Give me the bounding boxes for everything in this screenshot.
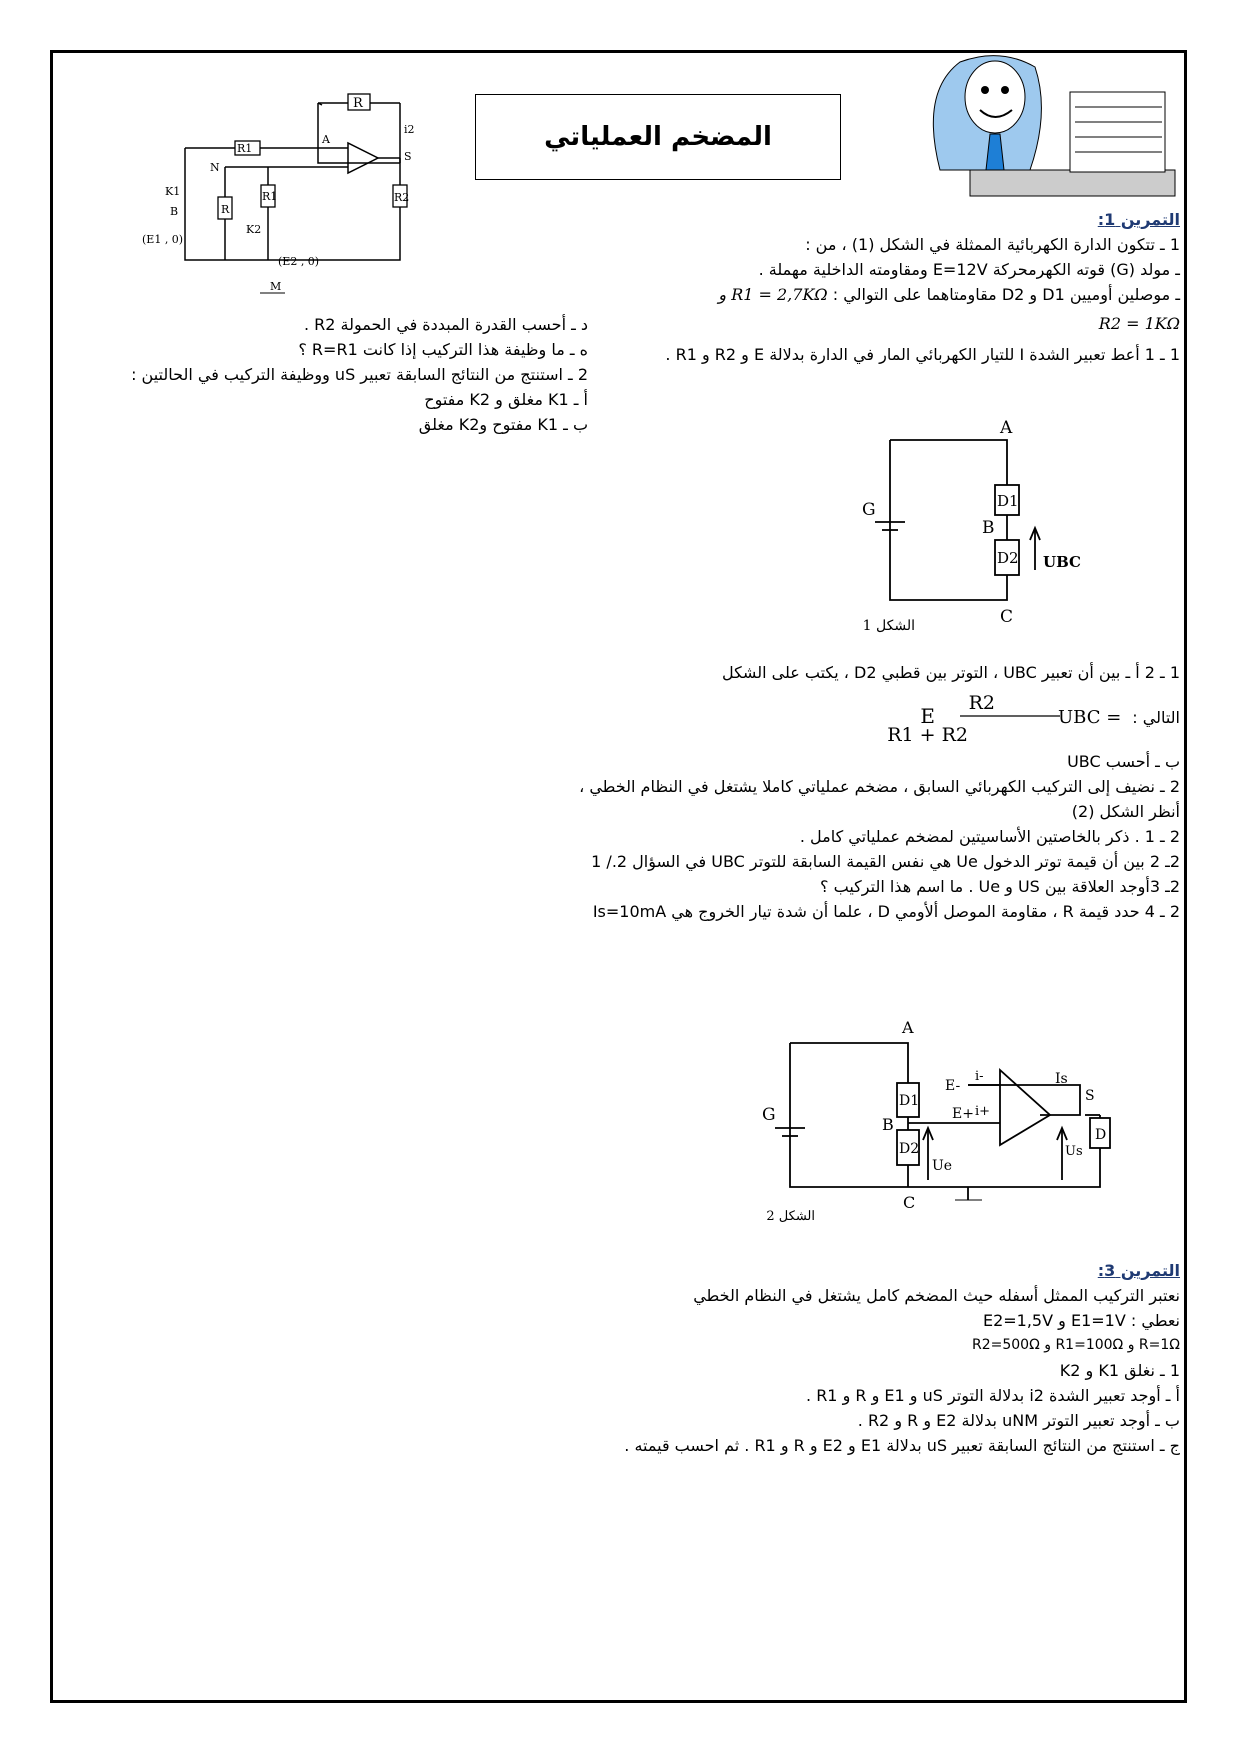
fig3-label-K1: K1 [165,185,181,198]
ex1-q21: 2 ـ 1 . ذكر بالخاصتين الأساسيتين لمضخم عملياتي كامل . [799,827,1180,846]
formula-ubc [887,685,1122,749]
title-box [475,94,841,180]
ex1-r2: R2 = 1KΩ [1098,314,1180,333]
fig2-label-C: C [903,1193,916,1212]
ex1-heading: التمرين 1: [1097,210,1180,229]
ex1-q24: 2 ـ 4 حدد قيمة R ، مقاومة الموصل ألأومي D ، علما أن شدة تيار الخروج هي Is=10mA [592,902,1180,921]
fig3-label-N: N [210,161,220,174]
fig2-label-Ep: E+ [952,1106,974,1122]
ex1-q12a: 1 ـ 2 أ ـ بين أن تعبير UBC ، التوتر بين قطبي D2 ، يكتب على الشكل [721,663,1180,682]
fig2-label-Us: Us [1065,1144,1083,1159]
fig3-label-M: M [270,280,282,293]
fig2-label-B: B [882,1115,894,1134]
fig3-label-E2: (E2 , 0) [278,255,320,268]
fig2-label-im: i- [975,1069,984,1084]
fig2-label-G: G [762,1105,776,1125]
ex3-line3: R=1Ω و R1=100Ω و R2=500Ω [971,1337,1180,1353]
ex3-line1: نعتبر التركيب الممثل أسفله حيث المضخم كامل يشتغل في النظام الخطي [693,1286,1180,1305]
left-column-questions [43,312,588,437]
ex3-line6: ب ـ أوجد تعبير التوتر uNM بدلالة E2 و R و R2 . [857,1411,1180,1430]
ex1-r1: R1 = 2,7KΩ و [718,285,828,304]
fig3-label-A: A [322,133,330,146]
fig2-label-S: S [1085,1088,1095,1104]
ex3-line2: نعطي : E1=1V و E2=1,5V [982,1311,1180,1330]
fig1-label-C: C [1000,607,1014,627]
fig2-label-Ue: Ue [932,1158,953,1174]
ex1-q11: 1 ـ 1 أعط تعبير الشدة I للتيار الكهربائي المار في الدارة بدلالة E و R2 و R1 . [665,345,1180,364]
ex1-q22: 2ـ 2 بين أن قيمة توتر الدخول Ue هي نفس القيمة السابقة للتوتر UBC في السؤال 2./ 1 [591,852,1180,871]
fig2-label-ip: i+ [975,1104,991,1119]
fig1-caption: الشكل 1 [862,618,915,634]
fig3-label-K2: K2 [246,223,262,236]
cartoon-man-illustration [900,52,1185,200]
figure-2-circuit [760,1015,1130,1230]
formula-row [570,685,1180,749]
ex1-line1: 1 ـ تتكون الدارة الكهربائية الممثلة في الشكل (1) ، من : [805,235,1180,254]
fig2-label-D2: D2 [899,1141,920,1157]
fig3-label-R1a: R1 [237,142,253,155]
fig2-label-Em: E- [945,1078,961,1094]
fig3-label-S: S [404,150,412,163]
ex1-line3: ـ موصلين أوميين D1 و D2 مقاومتاهما على التوالي : [832,285,1180,304]
ex3-line5: أ ـ أوجد تعبير الشدة i2 بدلالة التوتر uS و E1 و R و R1 . [806,1386,1180,1405]
fig3-label-R: R [353,96,363,111]
exercise-1-part2 [570,660,1180,924]
left-q-b: ب ـ K1 مفتوح وK2 مغلق [418,415,588,434]
page-title: المضخم العملياتي [544,122,772,152]
ex1-line2: ـ مولد (G) قوته الكهرمحركة E=12V ومقاومته الداخلية مهملة . [758,260,1180,279]
fig3-label-Rm: R [221,203,230,216]
left-q-d: د ـ أحسب القدرة المبددة في الحمولة R2 . [303,315,588,334]
formula-lhs: UBC = [1058,707,1122,728]
exercise-1-part1 [570,207,1180,367]
exercise-3 [570,1258,1180,1458]
left-q-a: أ ـ K1 مغلق و K2 مفتوح [424,390,588,409]
ex1-q12a-end: التالي : [1132,707,1180,727]
fig2-label-D1: D1 [899,1093,920,1109]
ex3-heading: التمرين 3: [1097,1261,1180,1280]
fig1-label-G: G [862,500,876,520]
figure-3-circuit [142,85,430,305]
ex3-line4: 1 ـ نغلق K1 و K2 [1059,1361,1180,1380]
fig2-label-D: D [1095,1127,1107,1143]
left-q-h: ه ـ ما وظيفة هذا التركيب إذا كانت R=R1 ؟ [298,340,588,359]
ex3-line7: ج ـ استنتج من النتائج السابقة تعبير uS بدلالة E1 و E2 و R و R1 . ثم احسب قيمته . [624,1436,1180,1455]
fig1-label-D1: D1 [997,492,1019,510]
ex1-q2: 2 ـ نضيف إلى التركيب الكهربائي السابق ، مضخم عملياتي كاملا يشتغل في النظام الخطي ، أنظر الشكل (2) [579,777,1180,821]
fig1-label-UBC: UBC [1043,553,1081,571]
figure-1-circuit [850,415,1090,645]
ex1-q12b: ب ـ أحسب UBC [1067,752,1180,771]
fig3-label-R2: R2 [394,191,410,204]
fig3-label-B: B [170,205,179,218]
fig3-label-i2: i2 [404,123,415,136]
left-q-2: 2 ـ استنتج من النتائج السابقة تعبير uS ووظيفة التركيب في الحالتين : [131,365,588,384]
fig3-label-E1: (E1 , 0) [142,233,184,246]
ex1-q23: 2ـ 3أوجد العلاقة بين US و Ue . ما اسم هذا التركيب ؟ [820,877,1180,896]
fig1-label-D2: D2 [997,549,1019,567]
fig2-label-A: A [902,1018,914,1037]
fig2-caption: الشكل 2 [766,1209,815,1224]
formula-denominator: R1 + R2 [887,724,969,746]
formula-rhs: E [920,704,936,728]
fig1-label-B: B [982,518,995,538]
formula-numerator: R2 [968,692,996,714]
fig1-label-A: A [1000,418,1013,438]
fig2-label-Is: Is [1055,1071,1068,1087]
fig3-label-R1b: R1 [262,190,278,203]
